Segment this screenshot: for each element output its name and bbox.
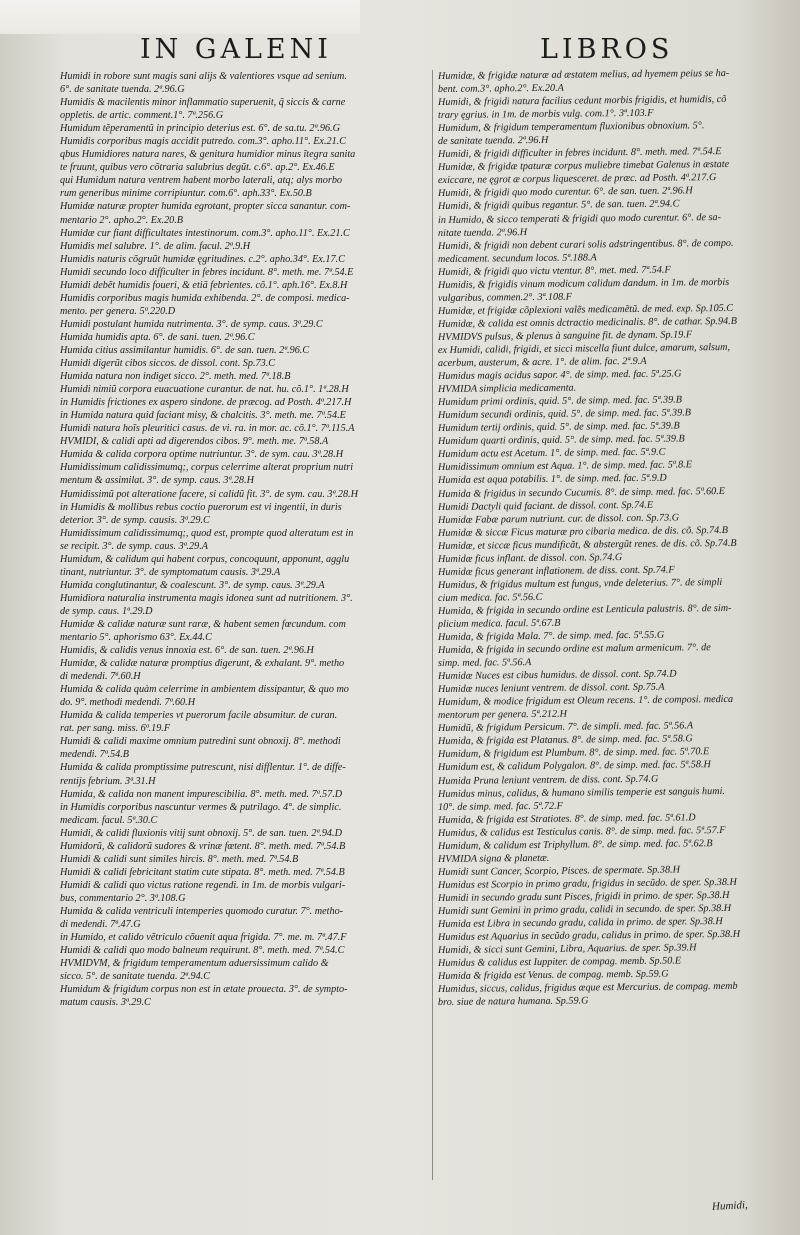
header-left: IN GALENI — [140, 34, 332, 65]
index-entry-line: Humidi, & frigidi quibus regantur. 5°. de san. tuen. 2ª.94.C — [437, 198, 680, 213]
index-entry-line: Humidi sunt Gemini in primo gradu, calidi in secundo. de sper. Sp.38.H — [437, 902, 732, 917]
index-entry-line: Humidissimum omnium est Aqua. 1°. de simp. med. fac. 5ª.8.E — [437, 459, 693, 474]
index-entry-line: Humidis corporibus magis humida exhibenda. 2°. de composi. medica- — [60, 292, 350, 304]
index-entry-line: cium medica. fac. 5ª.56.C — [437, 591, 543, 604]
index-entry-line: Humidi & calidi sunt similes hircis. 8°. meth. med. 7ª.54.B — [60, 853, 299, 865]
index-entry-line: Humidis, & frigidis vinum modicum calidum dandum. in 1m. de morbis — [437, 276, 730, 291]
index-entry-line: Humidi natura hoĩs pleuritici casus. de vi. ra. in mor. ac. cõ.1°. 7ª.115.A — [60, 423, 355, 435]
index-entry-line: Humidi debẽt humidis foueri, & etiã febrientes. cõ.1°. aph.16°. Ex.8.H — [60, 279, 348, 291]
index-entry-line: in Humido, & sicco temperati & frigidi quo modo curentur. 6°. de sa- — [437, 211, 722, 226]
index-entry-line: Humidi secundo loco difficulter in febres incidunt. 8°. meth. me. 7ª.54.E — [60, 266, 354, 278]
index-entry-line: Humidissimũ pot alteratione facere, si calidũ fit. 3°. de sym. cau. 3ª.28.H — [60, 488, 358, 500]
index-column-left — [60, 70, 428, 1009]
index-entry-line: mentario 2°. apho.2°. Ex.20.B — [60, 214, 184, 226]
index-entry-line: in Humidis & mollibus rebus coctio puerorum est vi ingentii, in duris — [60, 501, 342, 513]
index-entry-line: Humidæ Nuces est cibus humidus. de dissol. cont. Sp.74.D — [437, 668, 677, 683]
index-entry-line: Humidus magis acidus sapor. 4°. de simp. med. fac. 5ª.25.G — [437, 368, 682, 383]
index-entry-line: Humidæ, & frigidæ tpaturæ corpus muliebre timebat Galenus in æstate — [437, 159, 730, 174]
index-entry-line: Humida & calida ventriculi intemperies quomodo curatur. 7°. metho- — [60, 906, 344, 917]
index-entry-line: Humidi, & frigidi natura facilius cedunt morbis frigidis, et humidis, cõ — [437, 94, 727, 109]
index-entry-line: Humida, & frigida est Platanus. 8°. de simp. med. fac. 5ª.58.G — [437, 733, 693, 748]
index-entry-line: Humidis & macilentis minor inflammatio superuenit, q̃ siccis & carne — [60, 97, 346, 109]
index-entry-line: Humidus & calidus est Iuppiter. de compag. memb. Sp.50.E — [437, 955, 682, 970]
index-entry-line: Humidis, & calidis venus innoxia est. 6°. de san. tuen. 2ª.96.H — [60, 645, 314, 657]
index-entry-line: Humidi & calidi quo victus ratione regendi. in 1m. de morbis vulgari- — [60, 879, 346, 891]
index-entry-line: Humida est Libra in secundo gradu, calida in primo. de sper. Sp.38.H — [437, 916, 723, 931]
index-entry-line: Humidi in robore sunt magis sani alijs & valentiores vsque ad senium. — [60, 71, 347, 82]
index-entry-line: Humidæ & siccæ Ficus maturæ pro cibaria medica. de dis. cõ. Sp.74.B — [437, 524, 728, 539]
index-entry-line: di medendi. 7ª.47.G — [60, 919, 141, 931]
index-entry-line: se recipit. 3°. de symp. caus. 3ª.29.A — [60, 540, 208, 552]
index-entry-line: Humidæ naturæ propter humida egrotant, propter sicca sanantur. com- — [60, 201, 351, 213]
index-entry-line: Humidæ, et siccæ ficus mundificãt, & abstergũt renes. de dis. cõ. Sp.74.B — [437, 537, 737, 552]
index-entry-line: medicam. facul. 5ª.30.C — [60, 814, 158, 826]
running-header — [0, 30, 800, 70]
index-entry-line: bus, commentario 2°. 3ª.108.G — [60, 892, 186, 904]
index-entry-line: bro. siue de natura humana. Sp.59.G — [437, 995, 589, 1009]
index-entry-line: Humidus, & calidus est Testiculus canis. 8°. de simp. med. fac. 5ª.57.F — [437, 824, 726, 839]
index-entry-line: sicco. 5°. de sanitate tuenda. 2ª.94.C — [60, 971, 211, 983]
index-entry-line: Humida, & frigida in secundo ordine est malum armenicum. 7°. de — [437, 642, 711, 657]
index-entry-line: Humida, & frigida est Stratiotes. 8°. de simp. med. fac. 5ª.61.D — [437, 811, 696, 826]
index-entry-line: mentorum per genera. 5ª.212.H — [437, 708, 568, 722]
index-entry-line: HVMIDVM, & frigidum temperamentum aduersissimum calido & — [60, 958, 329, 970]
index-entry-line: Humida & calida temperies vt puerorum facile absumitur. de curan. — [60, 710, 338, 722]
index-entry-line: Humidi digerũt cibos siccos. de dissol. cont. Sp.73.C — [60, 358, 276, 370]
index-entry-line: oppletis. de artic. comment.1°. 7ª.256.G — [60, 110, 224, 122]
index-entry-line: do. 9°. methodi medendi. 7ª.60.H — [60, 697, 196, 709]
index-entry-line: exiccare, ne ęgrot æ corpus liquesceret. de præc. ad Posth. 4ª.217.G — [437, 172, 717, 187]
index-entry-line: te fruunt, quibus vero cõtraria salubrius degũt. c.6°. ap.2°. Ex.46.E — [60, 162, 335, 174]
index-entry-line: Humida Pruna leniunt ventrem. de diss. cont. Sp.74.G — [437, 773, 659, 787]
index-entry-line: Humida & calida corpora optime nutriuntur. 3°. de sym. cau. 3ª.28.H — [60, 449, 344, 461]
catchword: Humidi, — [711, 1199, 749, 1213]
index-entry-line: Humidæ, et frigidæ cõplexioni valẽs medicamẽtũ. de med. exp. Sp.105.C — [437, 302, 734, 317]
header-right: LIBROS — [540, 34, 674, 65]
index-entry-line: qbus Humidiores natura nares, & genitura humidior minus ĩtegra sanita — [60, 149, 356, 161]
index-entry-line: plicium medica. facul. 5ª.67.B — [437, 617, 561, 630]
index-entry-line: Humidus, siccus, calidus, frigidus æque est Mercurius. de compag. memb — [437, 981, 738, 996]
index-entry-line: nitate tuenda. 2ª.96.H — [437, 226, 528, 239]
index-entry-line: 10°. de simp. med. fac. 5ª.72.F — [437, 800, 563, 813]
index-entry-line: Humidæ Fabæ parum nutriunt. cur. de dissol. con. Sp.73.G — [437, 512, 680, 526]
index-entry-line: Humidum, & modice frigidum est Oleum recens. 1°. de composi. medica — [437, 694, 734, 709]
index-entry-line: Humidæ cur fiant difficultates intestinorum. com.3°. apho.11°. Ex.21.C — [60, 227, 350, 239]
index-entry-line: Humidis naturis cõgruũt humidæ ęgritudines. c.2°. apho.34°. Ex.17.C — [60, 253, 345, 265]
index-entry-line: Humidum, & calidum est Triphyllum. 8°. de simp. med. fac. 5ª.62.B — [437, 837, 713, 852]
index-entry-line: Humidi, & frigidi quo modo curentur. 6°. de san. tuen. 2ª.96.H — [437, 185, 693, 200]
index-entry-line: Humidum, & calidum qui habent corpus, concoquunt, apponunt, agglu — [60, 553, 350, 565]
index-entry-line: Humida & frigidus in secundo Cucumis. 8°. de simp. med. fac. 5ª.60.E — [437, 485, 726, 500]
index-entry-line: Humidi, & frigidi non debent curari solis adstringentibus. 8°. de compo. — [437, 237, 734, 252]
index-entry-line: Humidus est Aquarius in secũdo gradu, calidus in primo. de sper. Sp.38.H — [437, 928, 741, 944]
index-entry-line: in Humidis frictiones ex aspero sindone. de præcog. ad Posth. 4ª.217.H — [60, 397, 352, 409]
index-entry-line: Humidi sunt Cancer, Scorpio, Pisces. de spermate. Sp.38.H — [437, 864, 680, 878]
column-divider — [432, 70, 433, 1180]
index-entry-line: 6°. de sanitate tuenda. 2ª.96.G — [60, 84, 185, 96]
index-entry-line: Humida est aqua potabilis. 1°. de simp. med. fac. 5ª.9.D — [437, 473, 667, 487]
index-entry-line: Humidum & frigidum corpus non est in ætate prouecta. 3°. de sympto- — [60, 984, 348, 996]
index-entry-line: Humidi, & calidi fluxionis vitij sunt obnoxij. 5°. de san. tuen. 2ª.94.D — [60, 827, 342, 839]
index-entry-line: Humidi Dactyli quid faciant. de dissol. cont. Sp.74.E — [437, 499, 654, 513]
index-entry-line: Humidissimum calidissimumq;, quod est, prompte quod alteratum est in — [60, 527, 354, 539]
index-entry-line: Humidi in secundo gradu sunt Pisces, frigidi in primo. de sper. Sp.38.H — [437, 889, 730, 904]
index-entry-line: bent. com.3°. apho.2°. Ex.20.A — [437, 82, 564, 96]
index-entry-line: Humidus, & frigidus multum est fungus, vnde deleterius. 7°. de simpli — [437, 576, 723, 591]
torn-page-corner — [0, 0, 360, 34]
index-entry-line: Humidæ & calidæ naturæ sunt raræ, & habent semen fœcundum. com — [60, 618, 346, 630]
index-entry-line: Humida & frigida est Venus. de compag. memb. Sp.59.G — [437, 968, 669, 983]
index-entry-line: de symp. caus. 1ª.29.D — [60, 605, 153, 617]
index-entry-line: Humidi postulant humida nutrimenta. 3°. de symp. caus. 3ª.29.C — [60, 318, 323, 330]
index-entry-line: Humidi, & sicci sunt Gemini, Libra, Aquarius. de sper. Sp.39.H — [437, 942, 697, 957]
index-entry-line: Humidæ nuces leniunt ventrem. de dissol. cont. Sp.75.A — [437, 681, 665, 696]
index-entry-line: Humidis corporibus magis accidit putredo. com.3°. apho.11°. Ex.21.C — [60, 136, 347, 148]
index-entry-line: mentario 5°. aphorismo 63°. Ex.44.C — [60, 632, 212, 644]
index-entry-line: in Humida natura quid faciant misy, & chalcitis. 3°. meth. me. 7ª.54.E — [60, 410, 346, 422]
index-entry-line: Humida humidis apta. 6°. de sani. tuen. 2ª.96.C — [60, 331, 255, 343]
index-entry-line: Humida, & frigida in secundo ordine est Lenticula palustris. 8°. de sim- — [437, 602, 732, 617]
index-entry-line: Humida citius assimilantur humidis. 6°. de san. tuen. 2ª.96.C — [60, 344, 310, 356]
index-entry-line: Humidum secundi ordinis, quid. 5°. de simp. med. fac. 5ª.39.B — [437, 407, 692, 422]
index-entry-line: Humidæ, & calidæ naturæ promptius digerunt, & exhalant. 9°. metho — [60, 658, 345, 670]
index-entry-line: Humida, & frigida Mala. 7°. de simp. med. fac. 5ª.55.G — [437, 629, 665, 644]
index-entry-line: Humidum tertij ordinis, quid. 5°. de simp. med. fac. 5ª.39.B — [437, 420, 680, 435]
index-entry-line: Humidum est, & calidum Polygalon. 8°. de simp. med. fac. 5ª.58.H — [437, 759, 711, 774]
index-entry-line: rum generibus minime corripiuntur. com.6°. aph.33°. Ex.50.B — [60, 188, 312, 200]
index-entry-line: Humida, & calida non manent impurescibilia. 8°. meth. med. 7ª.57.D — [60, 788, 343, 800]
index-entry-line: medicament. secundum locos. 5ª.188.A — [437, 251, 597, 265]
index-entry-line: Humidi nimiũ corpora euacuatione curantur. de nat. hu. cõ.1°. 1ª.28.H — [60, 384, 349, 396]
index-entry-line: Humidum, & frigidum temperamentum fluxionibus obnoxium. 5°. — [437, 120, 705, 135]
index-entry-line: Humidæ ficus inflant. de dissol. con. Sp.74.G — [437, 551, 623, 565]
index-entry-line: tinant, nutriuntur. 3°. de symptomatum causis. 3ª.29.A — [60, 566, 281, 578]
index-entry-line: de sanitate tuenda. 2ª.96.H — [437, 135, 549, 148]
index-entry-line: Humidus minus, calidus, & humano similis temperie est sanguis humi. — [437, 785, 725, 800]
index-column-right — [437, 67, 768, 1009]
index-entry-line: in Humidis corporibus nascuntur vermes & putrilago. 4°. de simplic. — [60, 801, 342, 813]
index-entry-line: medendi. 7ª.54.B — [60, 749, 130, 761]
index-entry-line: qui Humidum natura ventrem habent morbo laterali, atq; alys morbo — [60, 175, 343, 187]
index-entry-line: Humidum actu est Acetum. 1°. de simp. med. fac. 5ª.9.C — [437, 446, 666, 461]
index-entry-line: acerbum, austerum, & acre. 1°. de alim. fac. 2ª.9.A — [437, 355, 647, 370]
index-entry-line: deterior. 3°. de symp. causis. 3ª.29.C — [60, 514, 210, 526]
index-entry-line: Humidi, & frigidi quo victu vtentur. 8°. met. med. 7ª.54.F — [437, 264, 671, 278]
index-entry-line: Humidi & calidi febricitant statim cute stipata. 8°. meth. med. 7ª.54.B — [60, 866, 345, 878]
index-entry-line: HVMIDA simplicia medicamenta. — [437, 382, 577, 396]
index-entry-line: Humida & calida promptissime putrescunt, nisi difflentur. 1°. de diffe- — [60, 762, 346, 774]
index-entry-line: Humidi & calidi quo modo balneum requirunt. 8°. meth. med. 7ª.54.C — [60, 945, 345, 957]
index-entry-line: Humida & calida quàm celerrime in ambientem dissipantur, & quo mo — [60, 684, 349, 696]
index-entry-line: Humidæ ficus generant inflationem. de diss. cont. Sp.74.F — [437, 564, 675, 578]
index-entry-line: HVMIDA signa & planetæ. — [437, 852, 550, 865]
index-entry-line: in Humido, et calido vẽtriculo cõuenit aqua frigida. 7°. me. m. 7ª.47.F — [60, 932, 347, 944]
index-entry-line: Humidum, & frigidum est Plumbum. 8°. de simp. med. fac. 5ª.70.E — [437, 746, 710, 761]
index-entry-line: rat. per sang. miss. 6ª.19.F — [60, 723, 171, 735]
index-entry-line: Humidum quarti ordinis, quid. 5°. de simp. med. fac. 5ª.39.B — [437, 433, 685, 448]
index-entry-line: di medendi. 7ª.60.H — [60, 671, 141, 683]
index-entry-line: Humida natura non indiget sicco. 2°. meth. med. 7ª.18.B — [60, 371, 291, 383]
index-entry-line: Humidæ, & frigidæ naturæ ad æstatem melius, ad hyemem peius se ha- — [437, 67, 730, 82]
index-entry-line: Humidæ, & calida est omnis dctractio medicinalis. 8°. de cathar. Sp.94.B — [437, 315, 737, 330]
index-entry-line: rentijs febrium. 3ª.31.H — [60, 775, 156, 787]
index-entry-line: HVMIDI, & calidi apti ad digerendos cibos. 9°. meth. me. 7ª.58.A — [60, 436, 329, 448]
index-entry-line: Humidũ, & frigidum Persicum. 7°. de simpli. med. fac. 5ª.56.A — [437, 720, 694, 735]
index-entry-line: Humidiora naturalia instrumenta magis idonea sunt ad nutritionem. 3°. — [60, 592, 353, 604]
index-entry-line: HVMIDVS pulsus, & plenus à sanguine fit. de dynam. Sp.19.F — [437, 329, 693, 343]
index-entry-line: Humidissimum calidissimumq;, corpus celerrime alterat proprium nutri — [60, 462, 354, 474]
index-entry-line: Humidi, & frigidi difficulter in febres incidunt. 8°. meth. med. 7ª.54.E — [437, 146, 722, 161]
index-entry-line: matum causis. 3ª.29.C — [60, 997, 151, 1009]
index-entry-line: mento. per genera. 5ª.220.D — [60, 305, 176, 317]
index-entry-line: vulgaribus, commen.2°. 3ª.108.F — [437, 291, 572, 304]
index-entry-line: trary ęgrius. in 1m. de morbis vulg. com.1°. 3ª.103.F — [437, 107, 654, 122]
index-entry-line: simp. med. fac. 5ª.56.A — [437, 657, 532, 670]
index-entry-line: ex Humidi, calidi, frigidi, et sicci miscella fiunt dulce, amarum, salsum, — [437, 341, 731, 356]
index-entry-line: Humidis mel salubre. 1°. de alim. facul. 2ª.9.H — [60, 240, 251, 252]
index-entry-line: Humidum primi ordinis, quid. 5°. de simp. med. fac. 5ª.39.B — [437, 394, 682, 409]
index-entry-line: Humidi & calidi maxime omnium putredini sunt obnoxij. 8°. methodi — [60, 736, 341, 748]
index-entry-line: Humida conglutinantur, & coalescunt. 3°. de symp. caus. 3ª.29.A — [60, 579, 325, 591]
index-entry-line: mentum & assimilat. 3°. de symp. caus. 3ª.28.H — [60, 475, 254, 487]
index-entry-line: Humidum tẽperamentũ in principio deterius est. 6°. de sa.tu. 2ª.96.G — [60, 123, 340, 135]
index-entry-line: Humidorũ, & calidorũ sudores & vrinæ fœtent. 8°. meth. med. 7ª.54.B — [60, 840, 346, 852]
index-entry-line: Humidus est Scorpio in primo gradu, frigidus in secũdo. de sper. Sp.38.H — [437, 876, 737, 891]
